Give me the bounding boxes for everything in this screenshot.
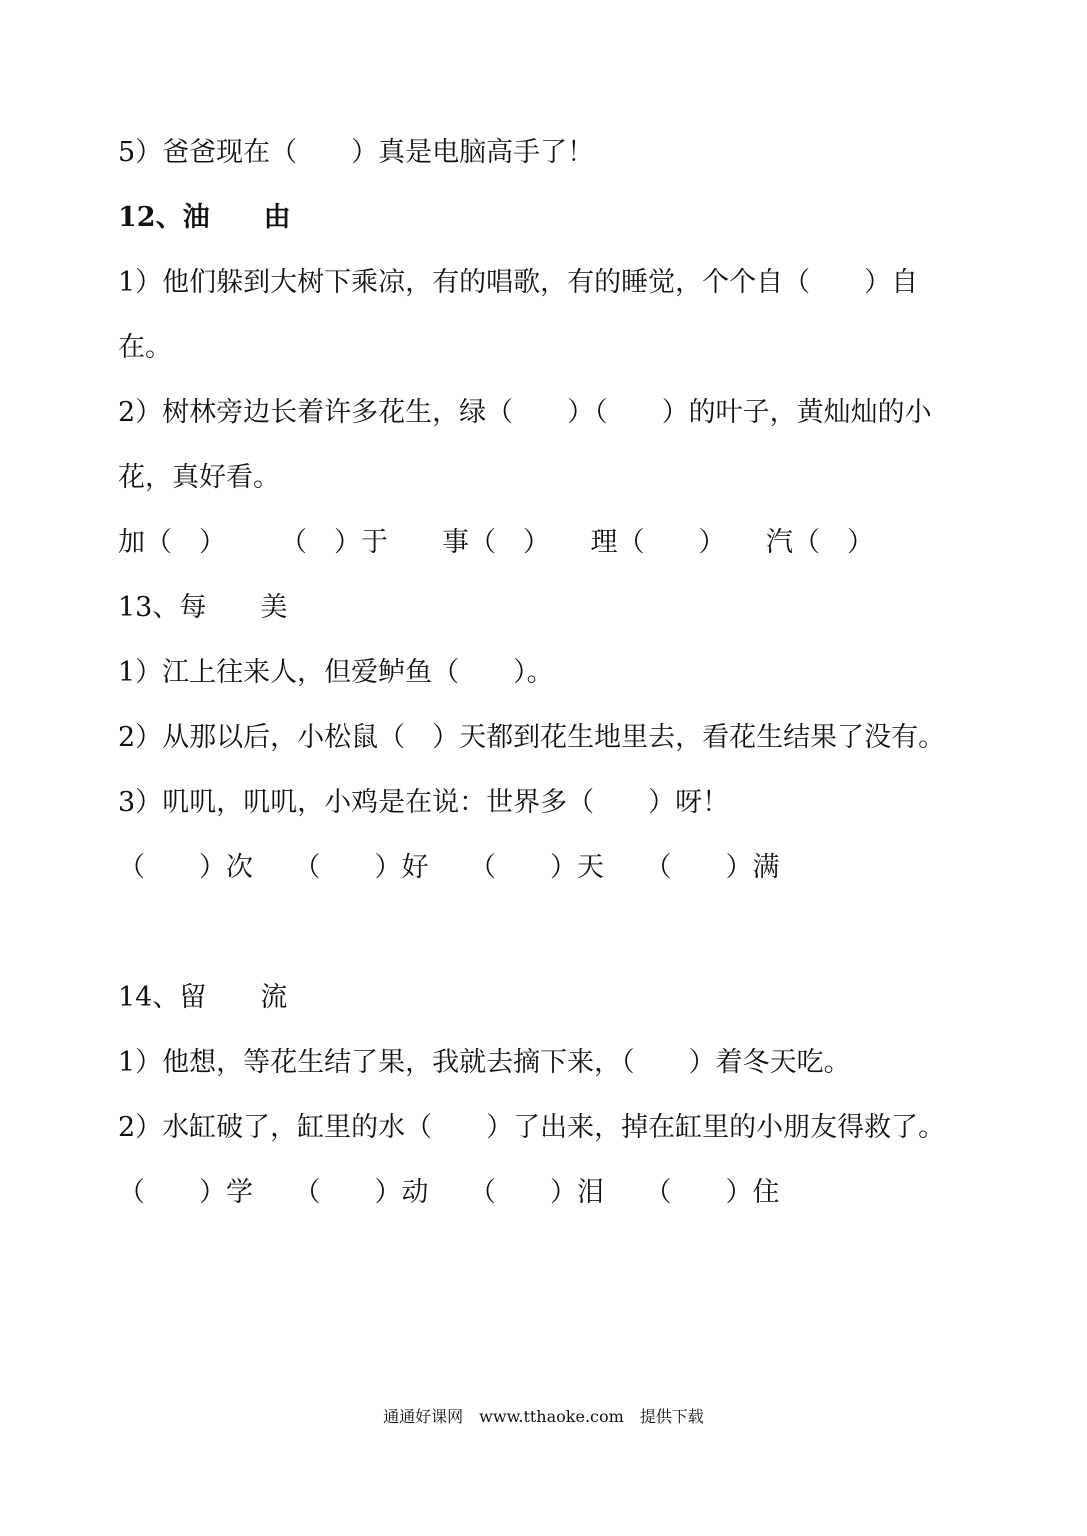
page-footer: 通通好课网 www.tthaoke.com 提供下载	[383, 1407, 704, 1426]
q14-heading: 14、留 流	[118, 982, 288, 1013]
q13-sentence-2: 2）从那以后，小松鼠（ ）天都到花生地里去，看花生结果了没有。	[118, 722, 946, 753]
q14-sentence-2: 2）水缸破了，缸里的水（ ）了出来，掉在缸里的小朋友得救了。	[118, 1112, 946, 1143]
q12-heading: 12、油 由	[118, 202, 291, 233]
q12-sentence-2-line-2: 花，真好看。	[118, 462, 280, 493]
q13-sentence-3: 3）叽叽，叽叽，小鸡是在说：世界多（ ）呀！	[118, 787, 730, 818]
q13-heading: 13、每 美	[118, 592, 288, 623]
q14-word-blanks: （ ）学 （ ）动 （ ）泪 （ ）住	[118, 1177, 780, 1208]
q13-word-blanks: （ ）次 （ ）好 （ ）天 （ ）满	[118, 852, 780, 883]
q12-sentence-1-line-1: 1）他们躲到大树下乘凉，有的唱歌，有的睡觉，个个自（ ）自	[118, 267, 919, 298]
q12-sentence-2-line-1: 2）树林旁边长着许多花生，绿（ ）（ ）的叶子，黄灿灿的小	[118, 397, 932, 428]
q11-sentence-5: 5）爸爸现在（ ）真是电脑高手了！	[118, 137, 595, 168]
q12-word-blanks: 加（ ） （ ）于 事（ ） 理（ ） 汽（ ）	[118, 527, 874, 558]
q14-sentence-1: 1）他想，等花生结了果，我就去摘下来，（ ）着冬天吃。	[118, 1047, 851, 1078]
q12-sentence-1-line-2: 在。	[118, 332, 172, 363]
q13-sentence-1: 1）江上往来人，但爱鲈鱼（ ）。	[118, 657, 554, 688]
